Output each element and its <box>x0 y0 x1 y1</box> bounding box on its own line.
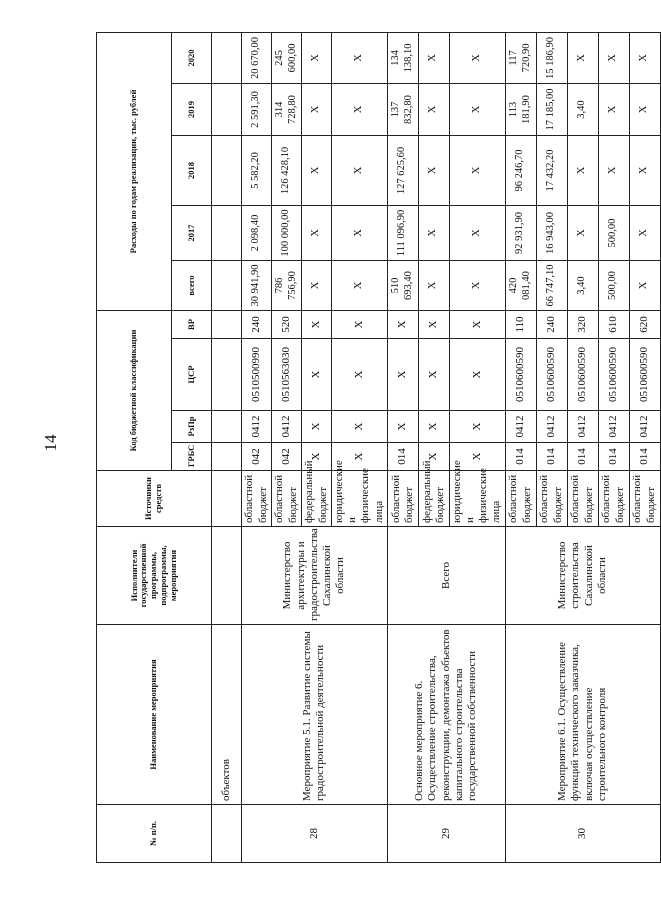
grbs-cell: 042 <box>272 443 302 471</box>
header-2018: 2018 <box>172 136 212 206</box>
total-cell: 3,40 <box>567 261 598 311</box>
vr-cell: 320 <box>567 311 598 339</box>
y2018-cell: Х <box>449 136 505 206</box>
total-cell: 786 756,90 <box>272 261 302 311</box>
rzpr-cell: Х <box>449 411 505 443</box>
csr-cell: 0510500990 <box>242 339 272 411</box>
header-2017: 2017 <box>172 206 212 261</box>
y2020-cell: Х <box>302 32 332 83</box>
source: юридические и физические лица <box>449 471 505 527</box>
grbs-cell: Х <box>332 443 388 471</box>
y2020-cell: 15 186,90 <box>536 32 567 83</box>
grbs-cell: 014 <box>629 443 660 471</box>
budget-table <box>96 32 661 863</box>
table-row <box>212 32 242 862</box>
rzpr-cell: 0412 <box>272 411 302 443</box>
event-name: Мероприятие 5.1. Развитие системы градостроительной деятельности <box>242 625 388 805</box>
rzpr-cell: 0412 <box>505 411 536 443</box>
rzpr-cell: 0412 <box>242 411 272 443</box>
y2017-cell: Х <box>418 206 449 261</box>
grbs-cell: Х <box>449 443 505 471</box>
vr-cell: 240 <box>536 311 567 339</box>
header-executors: Исполнители государственной программы, подпрограммы, мероприятия <box>97 527 212 625</box>
y2019-cell: Х <box>629 84 660 136</box>
csr-cell: Х <box>332 339 388 411</box>
y2018-cell: Х <box>629 136 660 206</box>
grbs-cell: Х <box>302 443 332 471</box>
table-row <box>505 32 536 862</box>
total-cell: 420 081,40 <box>505 261 536 311</box>
grbs-cell: 042 <box>242 443 272 471</box>
header-budget-code: Код бюджетной классификации <box>97 311 172 471</box>
header-expenses: Расходы по годам реализации, тыс. рублей <box>97 32 172 310</box>
header-2020: 2020 <box>172 32 212 83</box>
vr-cell: 610 <box>598 311 629 339</box>
rzpr-cell: Х <box>387 411 418 443</box>
y2018-cell: 126 428,10 <box>272 136 302 206</box>
executor: Министерство строительства Сахалинской области <box>505 527 660 625</box>
y2019-cell: 17 185,00 <box>536 84 567 136</box>
y2019-cell: Х <box>598 84 629 136</box>
y2017-cell: Х <box>629 206 660 261</box>
csr-cell: 0510563030 <box>272 339 302 411</box>
rzpr-cell: 0412 <box>567 411 598 443</box>
header-grbs: ГРБС <box>172 443 212 471</box>
source: федеральный бюджет <box>302 471 332 527</box>
rzpr-cell: Х <box>418 411 449 443</box>
y2020-cell: Х <box>449 32 505 83</box>
total-cell: Х <box>332 261 388 311</box>
table-row <box>387 32 418 862</box>
event-name: объектов <box>212 625 242 805</box>
total-cell: Х <box>418 261 449 311</box>
y2020-cell: 245 600,00 <box>272 32 302 83</box>
table-header <box>97 32 212 862</box>
y2019-cell <box>212 84 242 136</box>
header-vr: ВР <box>172 311 212 339</box>
csr-cell: 0510600590 <box>536 339 567 411</box>
y2017-cell: 500,00 <box>598 206 629 261</box>
y2019-cell: Х <box>332 84 388 136</box>
grbs-cell: 014 <box>536 443 567 471</box>
vr-cell: Х <box>449 311 505 339</box>
y2018-cell: 17 432,20 <box>536 136 567 206</box>
y2020-cell: Х <box>629 32 660 83</box>
y2017-cell: Х <box>449 206 505 261</box>
csr-cell: Х <box>418 339 449 411</box>
vr-cell: 620 <box>629 311 660 339</box>
vr-cell: Х <box>332 311 388 339</box>
event-name: Мероприятие 6.1. Осуществление функций технического заказчика, включая осуществление строительного контроля <box>505 625 660 805</box>
grbs-cell: 014 <box>567 443 598 471</box>
header-num: № п/п. <box>97 805 212 863</box>
source: областной бюджет <box>387 471 418 527</box>
vr-cell: Х <box>418 311 449 339</box>
header-sources: Источники средств <box>97 471 212 527</box>
rzpr-cell: 0412 <box>536 411 567 443</box>
y2017-cell <box>212 206 242 261</box>
header-csr: ЦСР <box>172 339 212 411</box>
row-num <box>212 805 242 863</box>
rzpr-cell: Х <box>302 411 332 443</box>
csr-cell: Х <box>449 339 505 411</box>
y2018-cell: Х <box>598 136 629 206</box>
source: юридические и физические лица <box>332 471 388 527</box>
total-cell: 66 747,10 <box>536 261 567 311</box>
y2020-cell: 20 670,00 <box>242 32 272 83</box>
source: федеральный бюджет <box>418 471 449 527</box>
total-cell: 500,00 <box>598 261 629 311</box>
total-cell: Х <box>449 261 505 311</box>
header-event-name: Наименование мероприятия <box>97 625 212 805</box>
csr-cell: 0510600590 <box>505 339 536 411</box>
y2019-cell: 2 591,30 <box>242 84 272 136</box>
rzpr-cell: 0412 <box>629 411 660 443</box>
source: областной бюджет <box>629 471 660 527</box>
page-number: 14 <box>41 434 60 452</box>
row-num: 29 <box>387 805 505 863</box>
y2018-cell: Х <box>332 136 388 206</box>
header-total: всего <box>172 261 212 311</box>
source <box>212 471 242 527</box>
rzpr-cell <box>212 411 242 443</box>
y2020-cell: Х <box>332 32 388 83</box>
y2019-cell: 314 728,80 <box>272 84 302 136</box>
row-num: 30 <box>505 805 660 863</box>
csr-cell: 0510600590 <box>567 339 598 411</box>
header-2019: 2019 <box>172 84 212 136</box>
rzpr-cell: Х <box>332 411 388 443</box>
grbs-cell: 014 <box>598 443 629 471</box>
grbs-cell: 014 <box>505 443 536 471</box>
executor <box>212 527 242 625</box>
csr-cell: 0510600590 <box>598 339 629 411</box>
y2019-cell: Х <box>302 84 332 136</box>
y2020-cell <box>212 32 242 83</box>
rotated-table-container <box>96 33 657 863</box>
y2020-cell: 117 720,90 <box>505 32 536 83</box>
y2020-cell: 134 138,10 <box>387 32 418 83</box>
vr-cell <box>212 311 242 339</box>
y2018-cell: Х <box>302 136 332 206</box>
row-num: 28 <box>242 805 388 863</box>
y2020-cell: Х <box>598 32 629 83</box>
csr-cell: Х <box>387 339 418 411</box>
vr-cell: Х <box>302 311 332 339</box>
header-rzpr: РзПр <box>172 411 212 443</box>
table-row <box>242 32 272 862</box>
vr-cell: Х <box>387 311 418 339</box>
y2020-cell: Х <box>418 32 449 83</box>
source: областной бюджет <box>272 471 302 527</box>
grbs-cell <box>212 443 242 471</box>
total-cell: Х <box>629 261 660 311</box>
y2018-cell: 96 246,70 <box>505 136 536 206</box>
vr-cell: 110 <box>505 311 536 339</box>
grbs-cell: 014 <box>387 443 418 471</box>
table-body <box>212 32 661 862</box>
executor: Всего <box>387 527 505 625</box>
total-cell: Х <box>302 261 332 311</box>
y2020-cell: Х <box>567 32 598 83</box>
y2019-cell: Х <box>418 84 449 136</box>
rzpr-cell: 0412 <box>598 411 629 443</box>
y2019-cell: 3,40 <box>567 84 598 136</box>
y2017-cell: Х <box>567 206 598 261</box>
y2018-cell: 5 582,20 <box>242 136 272 206</box>
total-cell: 30 941,90 <box>242 261 272 311</box>
y2017-cell: Х <box>302 206 332 261</box>
source: областной бюджет <box>242 471 272 527</box>
y2017-cell: 92 931,90 <box>505 206 536 261</box>
y2018-cell: 127 625,60 <box>387 136 418 206</box>
total-cell <box>212 261 242 311</box>
csr-cell <box>212 339 242 411</box>
y2017-cell: 100 000,00 <box>272 206 302 261</box>
csr-cell: Х <box>302 339 332 411</box>
executor: Министерство архитектуры и градостроительства Сахалинской области <box>242 527 388 625</box>
y2017-cell: 16 943,00 <box>536 206 567 261</box>
vr-cell: 240 <box>242 311 272 339</box>
event-name: Основное мероприятие 6. Осуществление строительства, реконструкции, демонтажа объектов капитального строительства государственной собственности <box>387 625 505 805</box>
source: областной бюджет <box>598 471 629 527</box>
y2019-cell: Х <box>449 84 505 136</box>
source: областной бюджет <box>567 471 598 527</box>
csr-cell: 0510600590 <box>629 339 660 411</box>
vr-cell: 520 <box>272 311 302 339</box>
y2017-cell: Х <box>332 206 388 261</box>
source: областной бюджет <box>505 471 536 527</box>
y2017-cell: 111 096,90 <box>387 206 418 261</box>
grbs-cell: Х <box>418 443 449 471</box>
source: областной бюджет <box>536 471 567 527</box>
y2019-cell: 113 181,90 <box>505 84 536 136</box>
y2018-cell: Х <box>418 136 449 206</box>
total-cell: 510 693,40 <box>387 261 418 311</box>
y2019-cell: 137 832,80 <box>387 84 418 136</box>
y2018-cell <box>212 136 242 206</box>
y2018-cell: Х <box>567 136 598 206</box>
y2017-cell: 2 098,40 <box>242 206 272 261</box>
